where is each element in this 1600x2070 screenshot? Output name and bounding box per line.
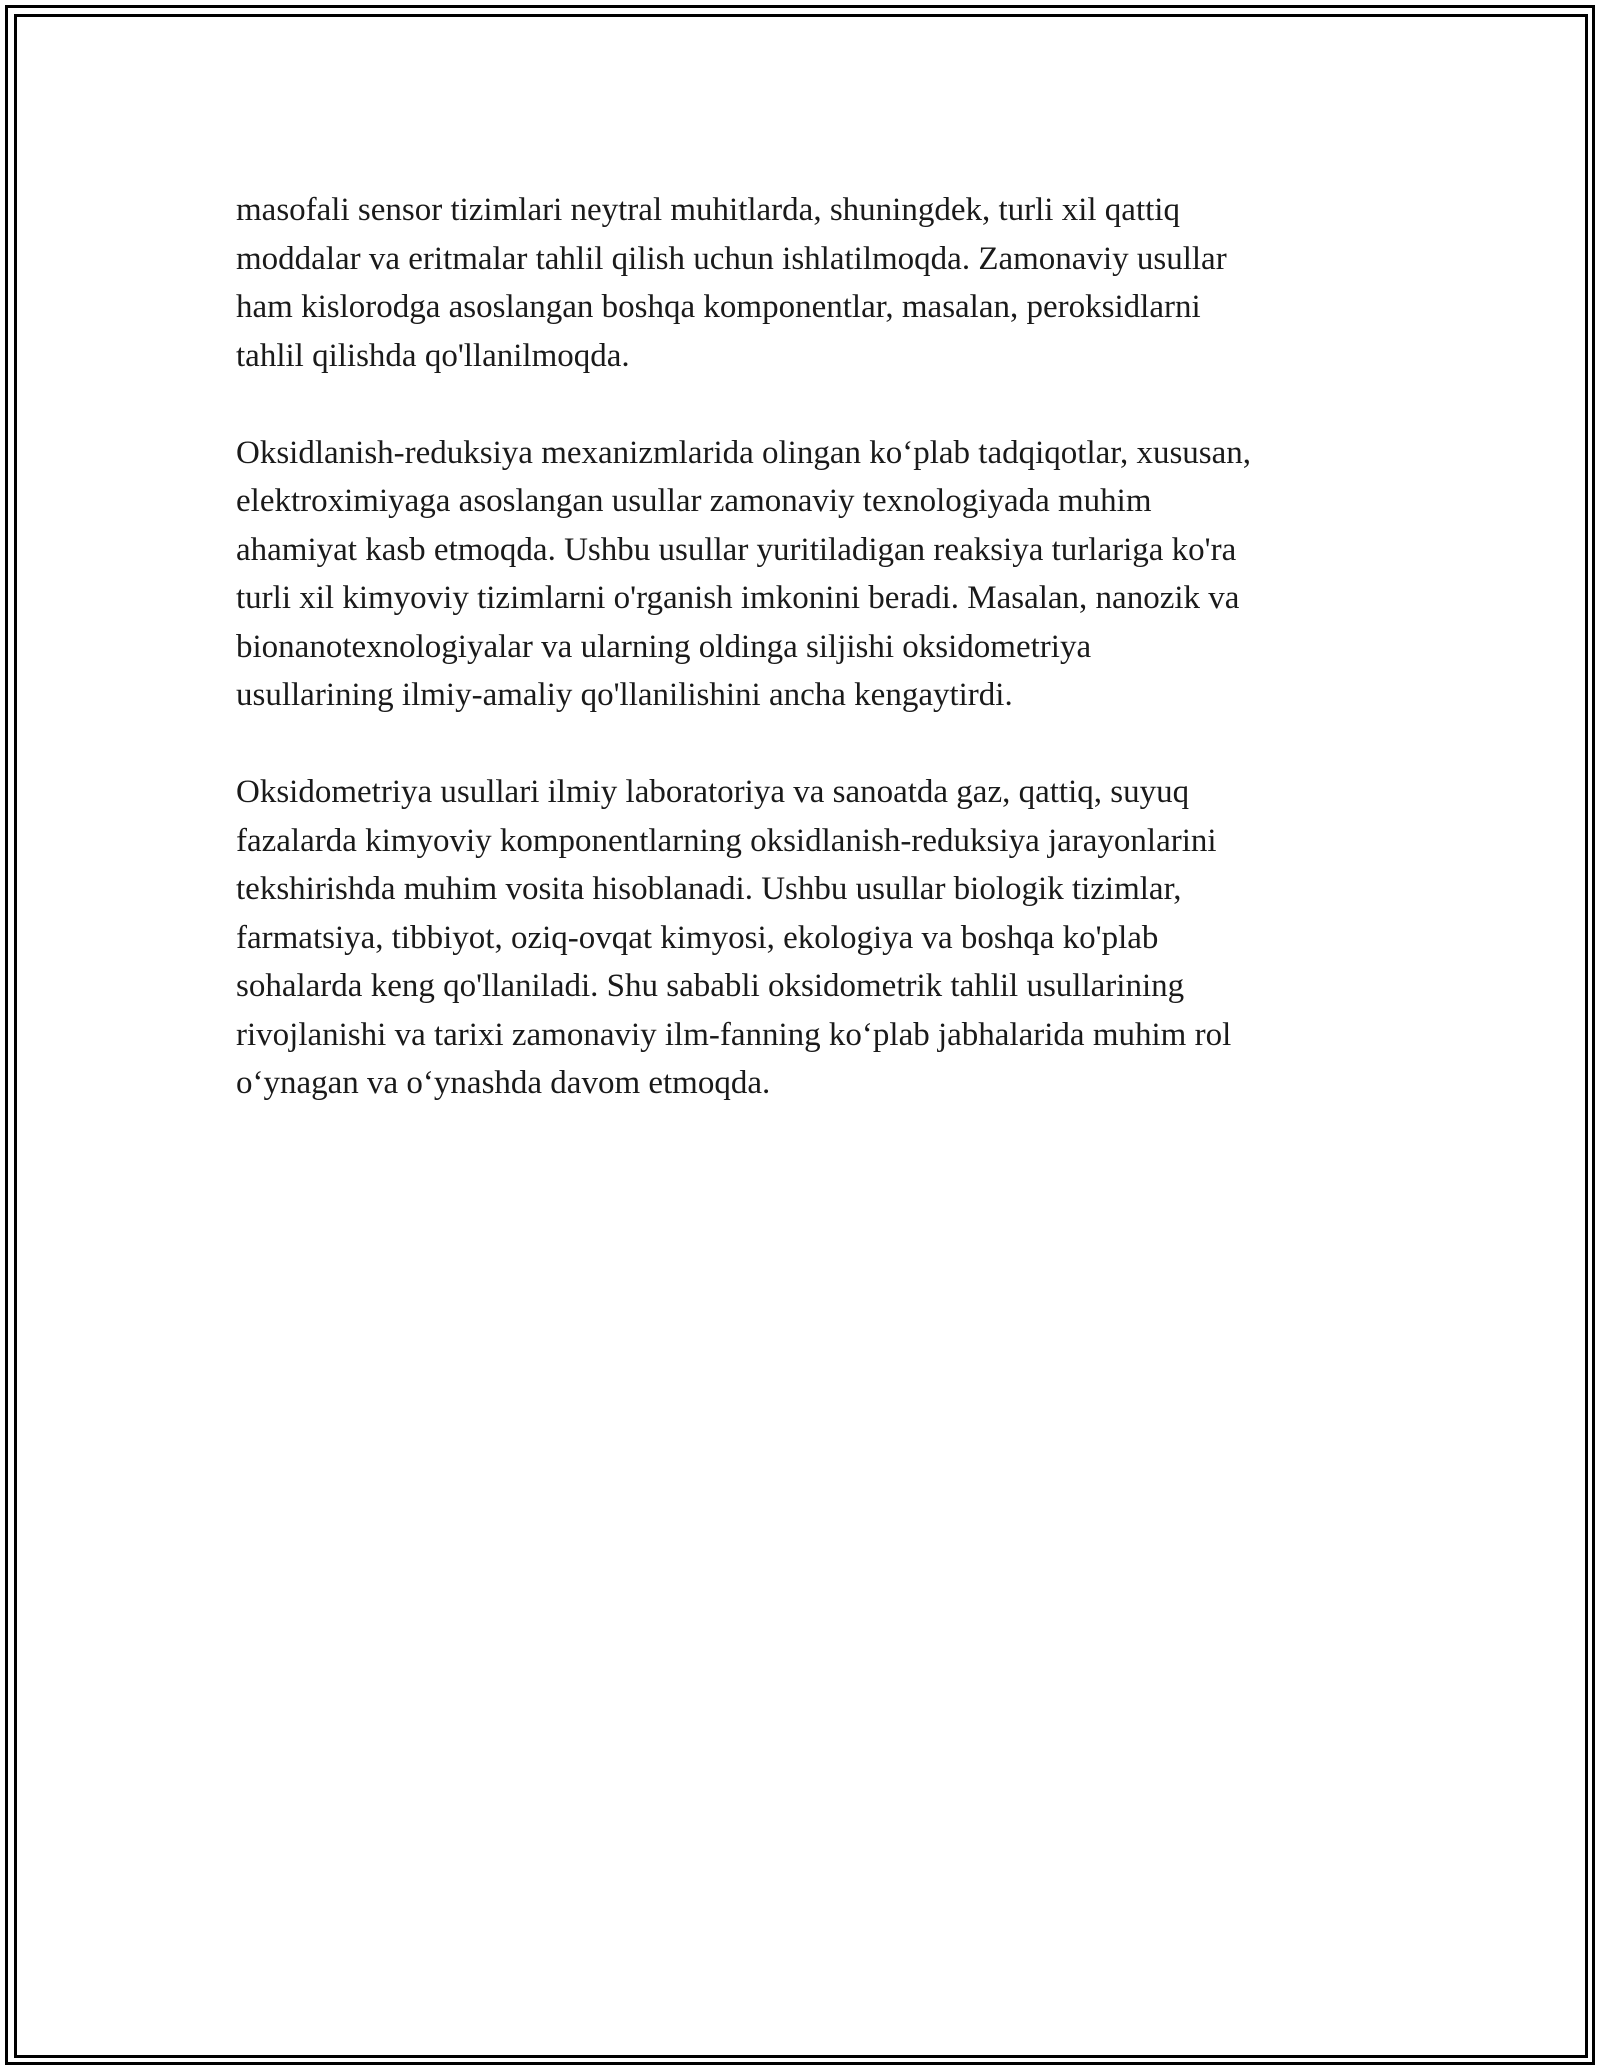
paragraph-3: Oksidometriya usullari ilmiy laboratoriya va sanoatda gaz, qattiq, suyuq fazalarda kimyoviy komponentlarning oksidlanish-reduksiya jarayonlarini tekshirishda muhim vosita hisoblanadi. Ushbu usullar biologik tizimlar, farmatsiya, tibbiyot, oziq-ovqat kimyosi, ekologiya va boshqa ko'plab sohalarda keng qo'llaniladi. Shu sababli oksidometrik tahlil usullarining rivojlanishi va tarixi zamonaviy ilm-fanning koʻplab jabhalarida muhim rol oʻynagan va oʻynashda davom etmoqda. [236,774,1232,1101]
paragraph-1: masofali sensor tizimlari neytral muhitlarda, shuningdek, turli xil qattiq moddalar va eritmalar tahlil qilish uchun ishlatilmoqda. Zamonaviy usullar ham kislorodga asoslangan boshqa komponentlar, masalan, peroksidlarni tahlil qilishda qo'llanilmoqda. [236,192,1227,374]
paragraph-2: Oksidlanish-reduksiya mexanizmlarida olingan koʻplab tadqiqotlar, xususan, elektroximiyaga asoslangan usullar zamonaviy texnologiyada muhim ahamiyat kasb etmoqda. Ushbu usullar yuritiladigan reaksiya turlariga ko'ra turli xil kimyoviy tizimlarni o'rganish imkonini beradi. Masalan, nanozik va bionanotexnologiyalar va ularning oldinga siljishi oksidometriya usullarining ilmiy-amaliy qo'llanilishini ancha kengaytirdi. [236,434,1252,713]
document-body [236,186,1396,1156]
